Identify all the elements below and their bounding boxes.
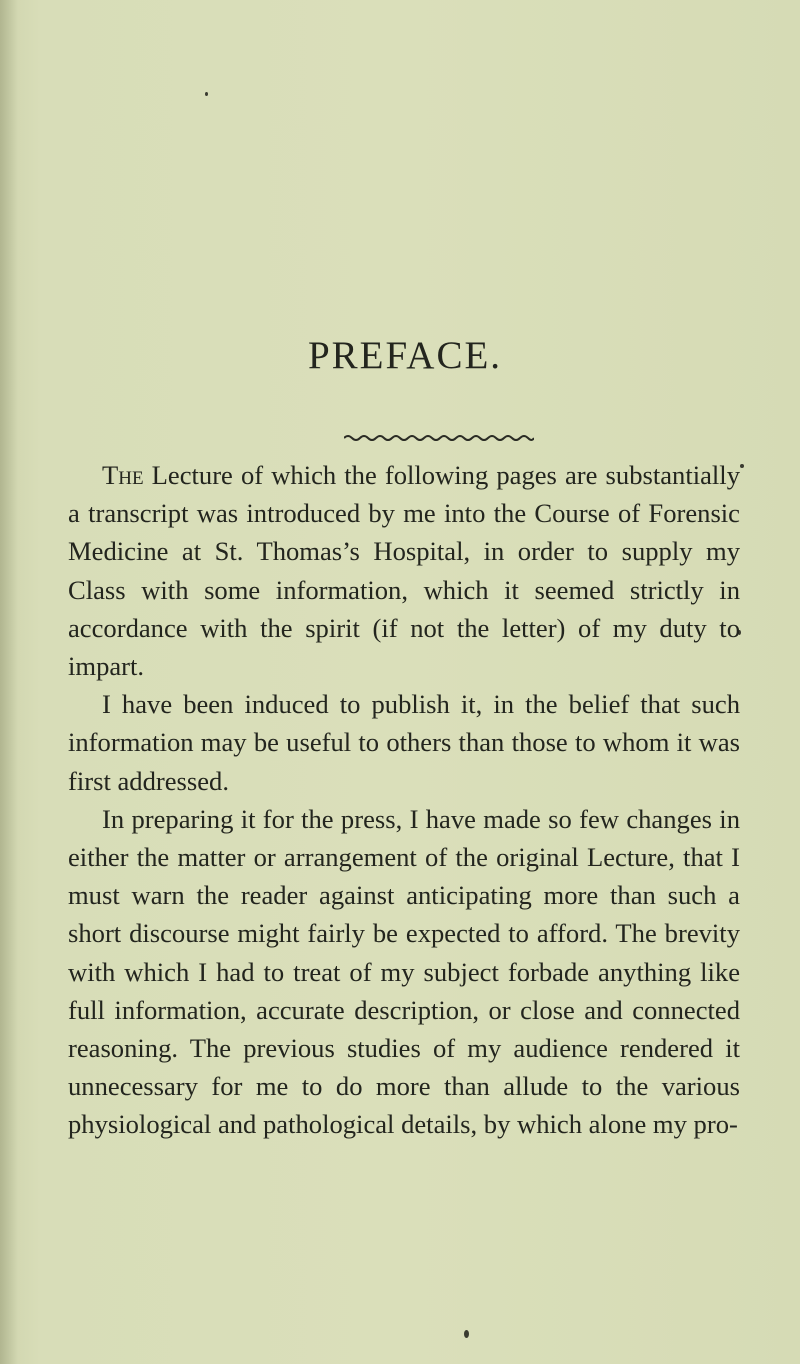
paragraph-text: I have been induced to publish it, in the belief that such information may be useful to others than those to whom it was first addressed. [68,689,740,796]
preface-body [68,456,740,1144]
ink-speck [464,1330,469,1338]
paragraph [68,800,740,1144]
binding-shadow [0,0,18,1364]
ink-speck [205,92,208,96]
paragraph [68,456,740,685]
paragraph-text: Lecture of which the following pages are substantially a transcript was introduced by me into the Course of Forensic Medicine at St. Thomas’s Hospital, in order to supply my Class with some information, which it seemed strictly in accordance with the spirit (if not the letter) of my duty to impart. [68,460,740,682]
paragraph [68,685,740,800]
page-title: PREFACE. [307,334,503,377]
title-rule-ornament [344,434,534,442]
ink-speck [740,464,744,468]
paragraph-lead-word: The [102,460,144,490]
paragraph-text: In preparing it for the press, I have made so few changes in either the matter or arrangement of the original Lecture, that I must warn the reader against anticipating more than such a short discourse might fairly be expected to afford. The brevity with which I had to treat of my subject forbade anything like full information, accurate description, or close and connected reasoning. The previous studies of my audience rendered it unnecessary for me to do more than allude to the various physiological and pathological details, by which alone my pro- [68,803,740,1140]
